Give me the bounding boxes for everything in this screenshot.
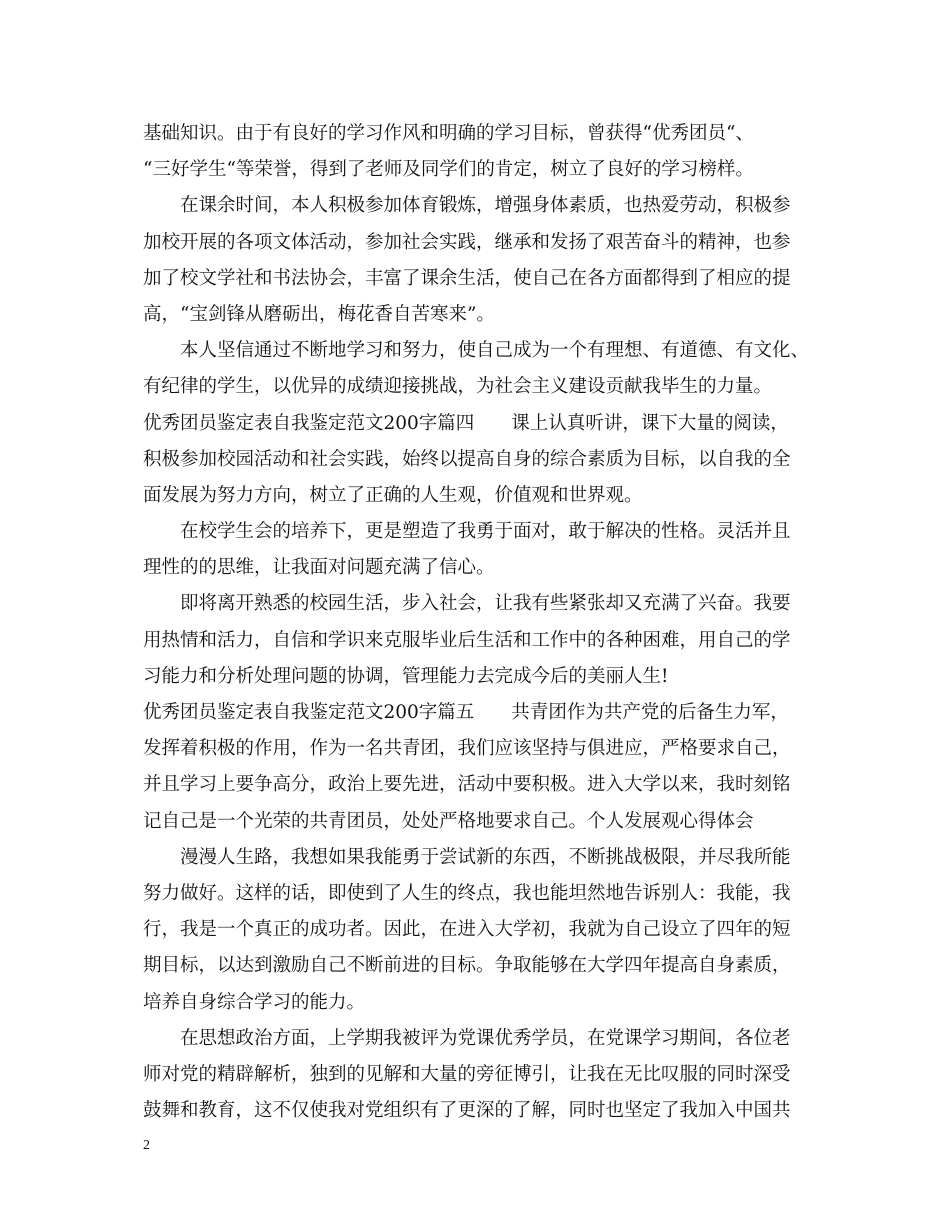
text-line: 理性的的思维，让我面对问题充满了信心。 xyxy=(143,557,495,579)
text-line: 发挥着积极的作用，作为一名共青团，我们应该坚持与俱进应，严格要求自己， xyxy=(143,738,791,760)
page-number: 2 xyxy=(143,1138,150,1153)
text-line: 期目标，以达到激励自己不断前进的目标。争取能够在大学四年提高自身素质， xyxy=(143,955,791,977)
text-line: 用热情和活力，自信和学识来克服毕业后生活和工作中的各种困难，用自己的学 xyxy=(143,629,791,651)
text-line: 积极参加校园活动和社会实践，始终以提高自身的综合素质为目标，以自我的全 xyxy=(143,448,791,470)
text-line: 加校开展的各项文体活动，参加社会实践，继承和发扬了艰苦奋斗的精神，也参 xyxy=(143,231,791,253)
text-line: “三好学生“等荣誉，得到了老师及同学们的肯定，树立了良好的学习榜样。 xyxy=(143,159,754,181)
text-line: 努力做好。这样的话，即使到了人生的终点，我也能坦然地告诉别人：我能，我 xyxy=(143,882,791,904)
text-line: 加了校文学社和书法协会，丰富了课余生活，使自己在各方面都得到了相应的提 xyxy=(143,267,791,289)
text-line: 优秀团员鉴定表自我鉴定范文200字篇四 课上认真听讲，课下大量的阅读， xyxy=(143,412,789,434)
text-line: 本人坚信通过不断地学习和努力，使自己成为一个有理想、有道德、有文化、 xyxy=(180,340,810,362)
text-line: 高，“宝剑锋从磨砺出，梅花香自苦寒来”。 xyxy=(143,303,495,325)
text-line: 记自己是一个光荣的共青团员，处处严格地要求自己。个人发展观心得体会 xyxy=(143,810,754,832)
text-line: 在思想政治方面，上学期我被评为党课优秀学员，在党课学习期间，各位老 xyxy=(180,1027,791,1049)
text-line: 优秀团员鉴定表自我鉴定范文200字篇五 共青团作为共产党的后备生力军， xyxy=(143,702,789,723)
text-line: 基础知识。由于有良好的学习作风和明确的学习目标，曾获得“优秀团员“、 xyxy=(143,123,754,144)
text-line: 面发展为努力方向，树立了正确的人生观，价值观和世界观。 xyxy=(143,484,643,506)
text-line: 在课余时间，本人积极参加体育锻炼，增强身体素质，也热爱劳动，积极参 xyxy=(180,195,791,217)
text-line: 并且学习上要争高分，政治上要先进，活动中要积极。进入大学以来，我时刻铭 xyxy=(143,774,791,796)
text-line: 即将离开熟悉的校园生活，步入社会，让我有些紧张却又充满了兴奋。我要 xyxy=(180,593,791,615)
text-line: 培养自身综合学习的能力。 xyxy=(143,991,366,1013)
text-line: 习能力和分析处理问题的协调，管理能力去完成今后的美丽人生! xyxy=(143,665,669,687)
text-line: 鼓舞和教育，这不仅使我对党组织有了更深的了解，同时也坚定了我加入中国共 xyxy=(143,1100,791,1122)
text-line: 行，我是一个真正的成功者。因此，在进入大学初，我就为自己设立了四年的短 xyxy=(143,919,791,941)
text-line: 在校学生会的培养下，更是塑造了我勇于面对，敢于解决的性格。灵活并且 xyxy=(180,521,791,543)
text-line: 漫漫人生路，我想如果我能勇于尝试新的东西，不断挑战极限，并尽我所能 xyxy=(180,846,791,868)
text-line: 有纪律的学生，以优异的成绩迎接挑战，为社会主义建设贡献我毕生的力量。 xyxy=(143,376,773,398)
text-line: 师对党的精辟解析，独到的见解和大量的旁征博引，让我在无比叹服的同时深受 xyxy=(143,1063,791,1085)
document-body xyxy=(143,116,823,1129)
